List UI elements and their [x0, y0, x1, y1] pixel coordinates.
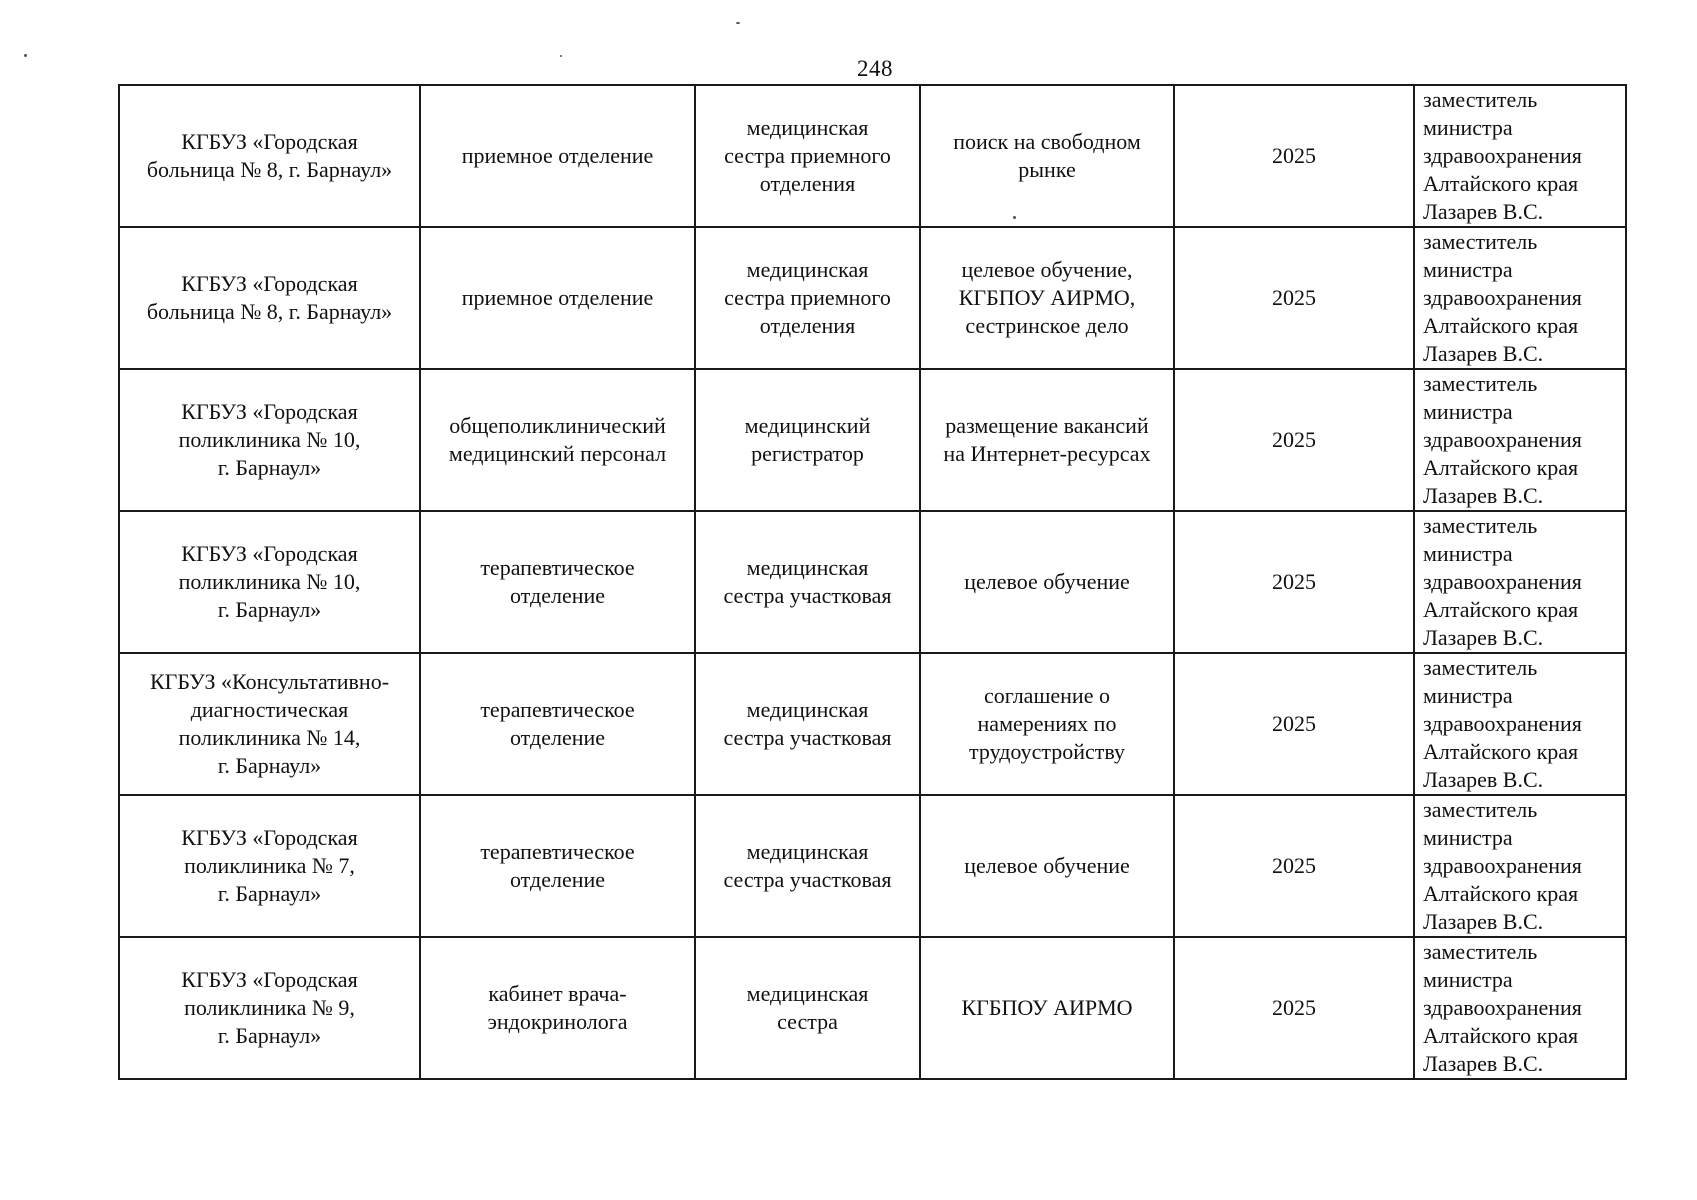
- position-cell: медицинская сестра: [695, 937, 920, 1079]
- method-cell: поиск на свободном рынке: [920, 85, 1174, 227]
- organization-cell: КГБУЗ «Городская больница № 8, г. Барнаул»: [119, 227, 420, 369]
- method-cell: КГБПОУ АИРМО: [920, 937, 1174, 1079]
- department-cell: приемное отделение: [420, 227, 695, 369]
- department-cell: общеполиклинический медицинский персонал: [420, 369, 695, 511]
- responsible-cell: заместитель министра здравоохранения Алтайского края Лазарев В.С.: [1414, 511, 1626, 653]
- year-cell: 2025: [1174, 85, 1414, 227]
- method-cell: целевое обучение, КГБПОУ АИРМО, сестринское дело: [920, 227, 1174, 369]
- table-row: [119, 227, 1626, 369]
- year-cell: 2025: [1174, 795, 1414, 937]
- method-cell: целевое обучение: [920, 795, 1174, 937]
- position-cell: медицинская сестра участковая: [695, 795, 920, 937]
- method-cell: размещение вакансий на Интернет-ресурсах: [920, 369, 1174, 511]
- scan-speck: [736, 22, 740, 24]
- year-cell: 2025: [1174, 511, 1414, 653]
- organization-cell: КГБУЗ «Городская больница № 8, г. Барнаул»: [119, 85, 420, 227]
- responsible-cell: заместитель министра здравоохранения Алтайского края Лазарев В.С.: [1414, 227, 1626, 369]
- scan-speck: [560, 55, 562, 57]
- organization-cell: КГБУЗ «Городская поликлиника № 10, г. Барнаул»: [119, 369, 420, 511]
- position-cell: медицинская сестра приемного отделения: [695, 227, 920, 369]
- position-cell: медицинская сестра приемного отделения: [695, 85, 920, 227]
- organization-cell: КГБУЗ «Городская поликлиника № 7, г. Барнаул»: [119, 795, 420, 937]
- table-row: [119, 369, 1626, 511]
- table-row: [119, 511, 1626, 653]
- organization-cell: КГБУЗ «Городская поликлиника № 10, г. Барнаул»: [119, 511, 420, 653]
- department-cell: терапевтическое отделение: [420, 511, 695, 653]
- position-cell: медицинский регистратор: [695, 369, 920, 511]
- responsible-cell: заместитель министра здравоохранения Алтайского края Лазарев В.С.: [1414, 937, 1626, 1079]
- responsible-cell: заместитель министра здравоохранения Алтайского края Лазарев В.С.: [1414, 369, 1626, 511]
- table-row: [119, 795, 1626, 937]
- table-row: [119, 85, 1626, 227]
- table-row: [119, 653, 1626, 795]
- method-cell: целевое обучение: [920, 511, 1174, 653]
- year-cell: 2025: [1174, 227, 1414, 369]
- year-cell: 2025: [1174, 369, 1414, 511]
- department-cell: терапевтическое отделение: [420, 795, 695, 937]
- position-cell: медицинская сестра участковая: [695, 653, 920, 795]
- organization-cell: КГБУЗ «Консультативно- диагностическая поликлиника № 14, г. Барнаул»: [119, 653, 420, 795]
- responsible-cell: заместитель министра здравоохранения Алтайского края Лазарев В.С.: [1414, 85, 1626, 227]
- table-row: [119, 937, 1626, 1079]
- year-cell: 2025: [1174, 653, 1414, 795]
- year-cell: 2025: [1174, 937, 1414, 1079]
- scan-speck: [1013, 216, 1016, 219]
- responsible-cell: заместитель министра здравоохранения Алтайского края Лазарев В.С.: [1414, 653, 1626, 795]
- department-cell: терапевтическое отделение: [420, 653, 695, 795]
- department-cell: приемное отделение: [420, 85, 695, 227]
- staffing-table: [118, 84, 1627, 1080]
- department-cell: кабинет врача- эндокринолога: [420, 937, 695, 1079]
- page-number: 248: [857, 56, 893, 81]
- organization-cell: КГБУЗ «Городская поликлиника № 9, г. Барнаул»: [119, 937, 420, 1079]
- position-cell: медицинская сестра участковая: [695, 511, 920, 653]
- responsible-cell: заместитель министра здравоохранения Алтайского края Лазарев В.С.: [1414, 795, 1626, 937]
- method-cell: соглашение о намерениях по трудоустройству: [920, 653, 1174, 795]
- scan-speck: [24, 54, 27, 57]
